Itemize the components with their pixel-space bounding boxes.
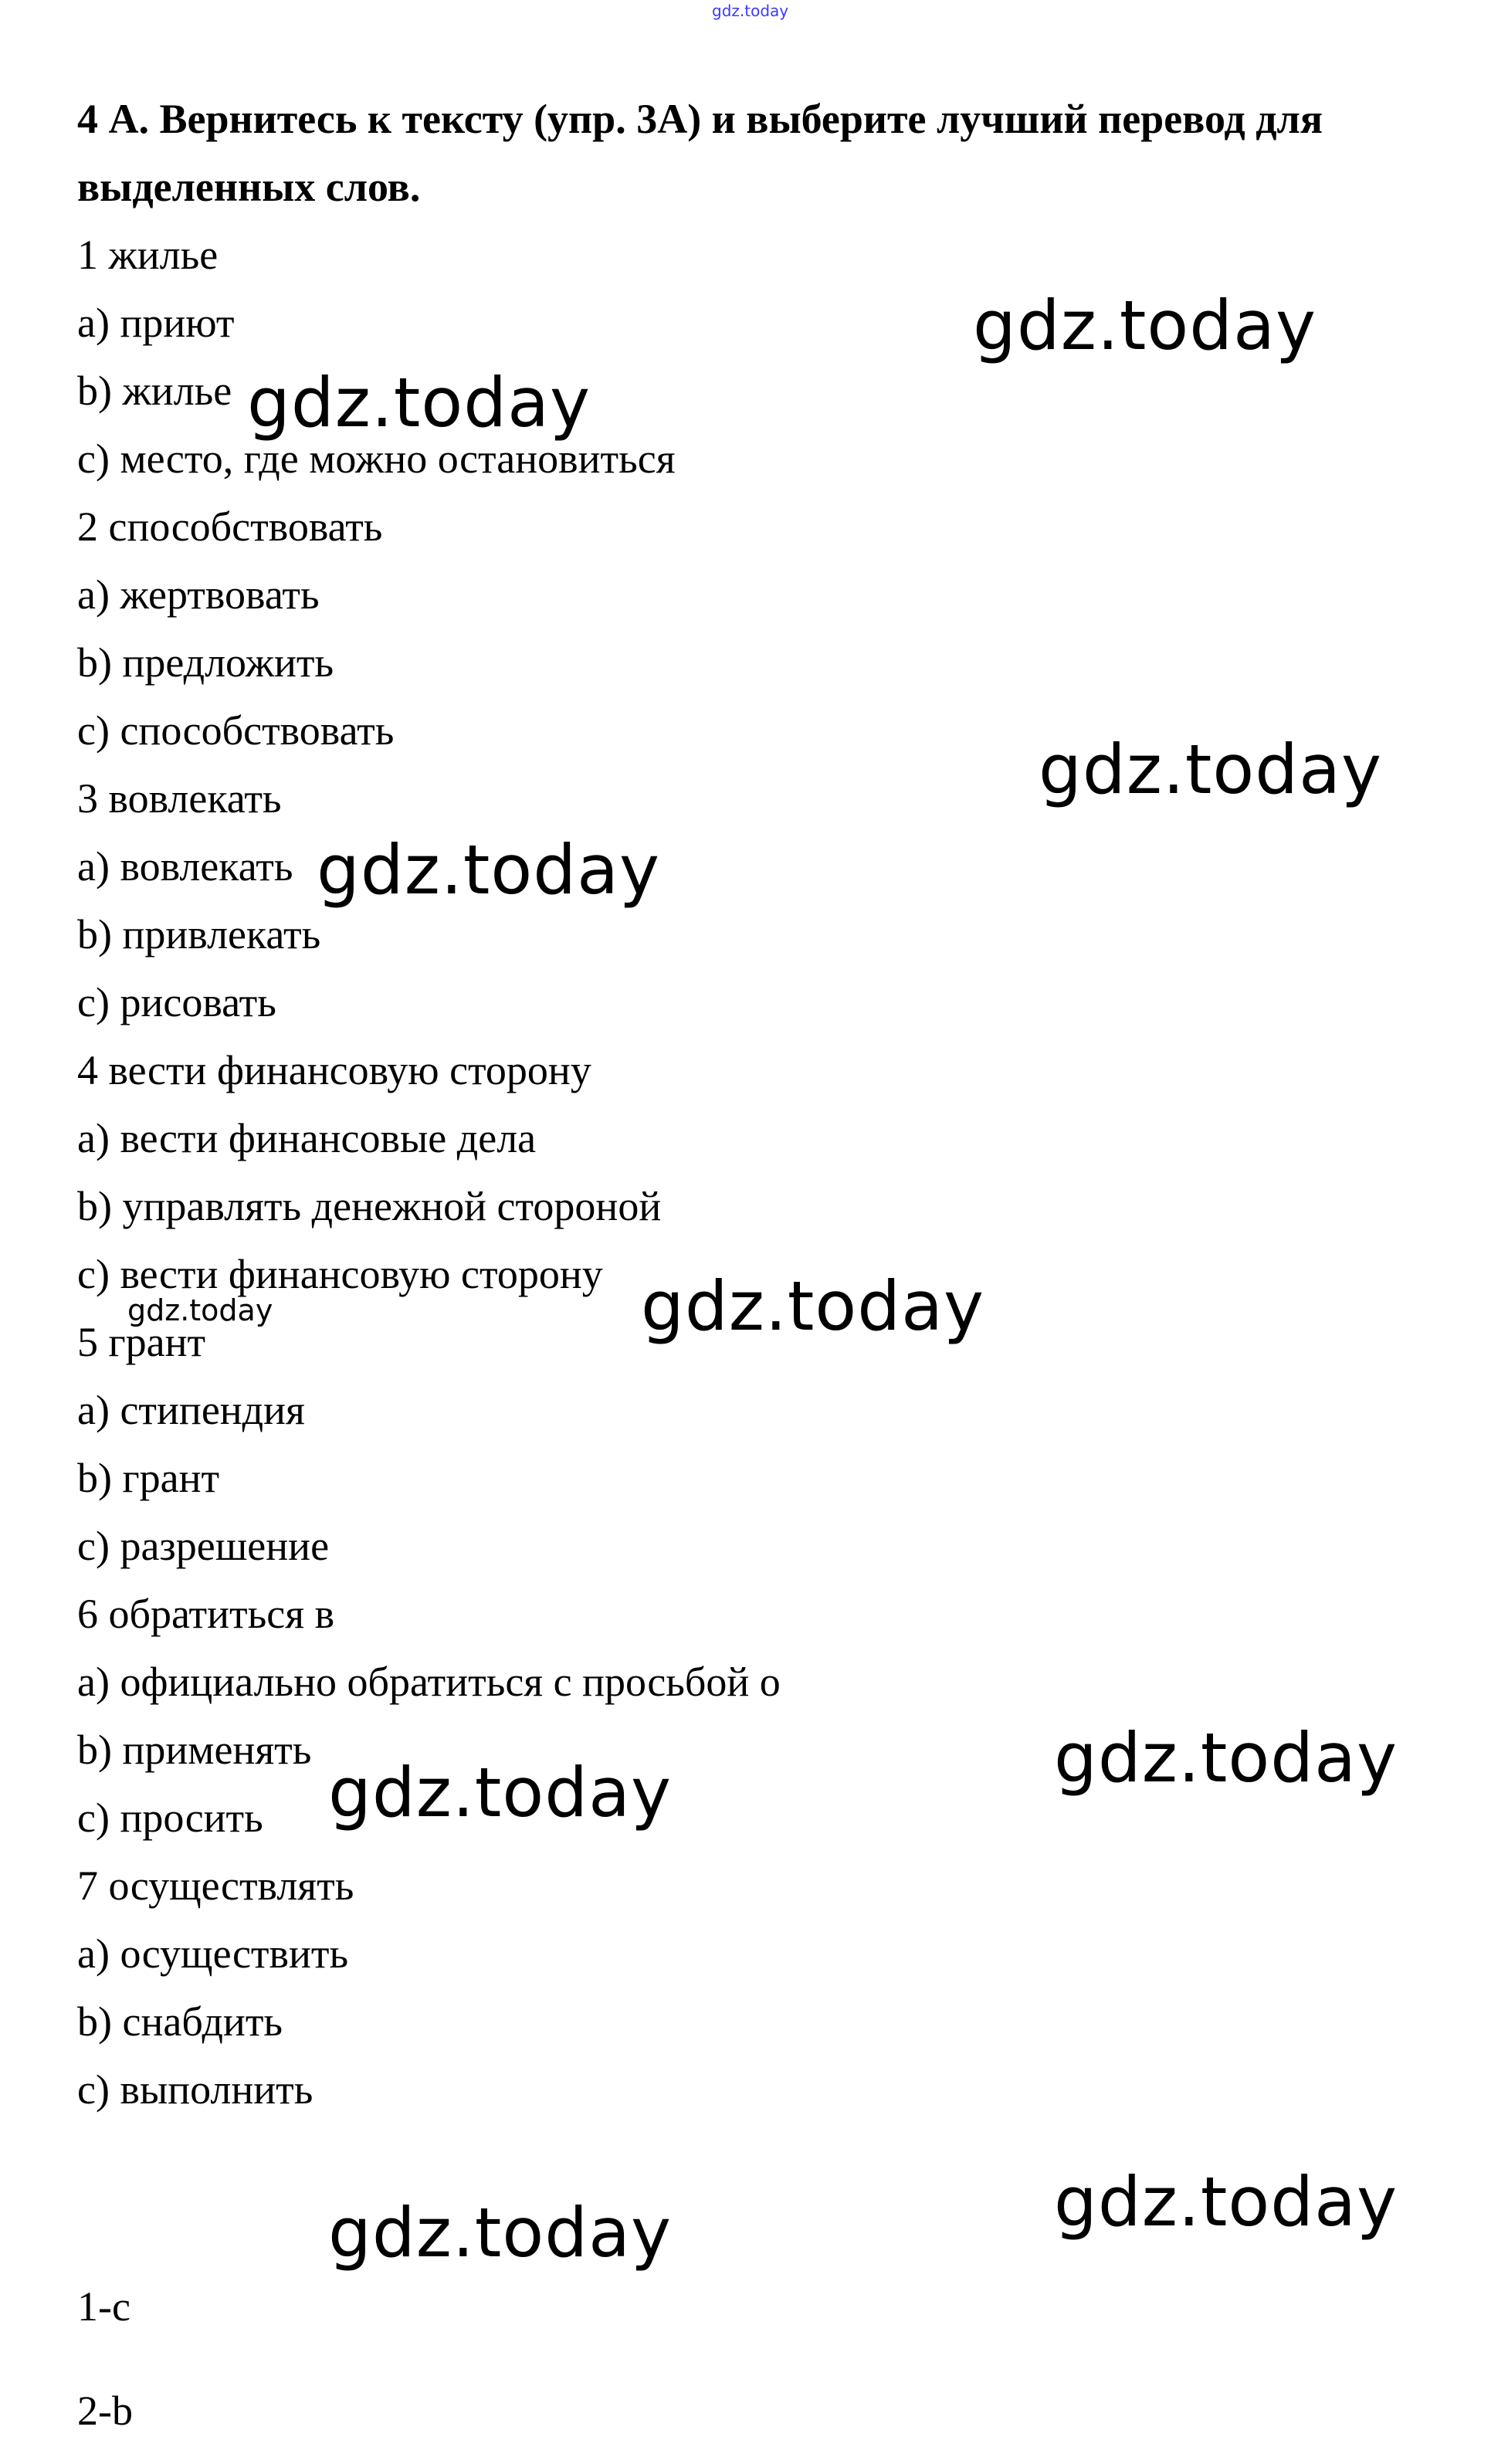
list-item: а) жертвовать	[77, 571, 320, 618]
list-item: а) осуществить	[77, 1930, 349, 1977]
list-item: b) жилье	[77, 368, 232, 414]
list-item: 1 жилье	[77, 232, 219, 278]
watermark: gdz.today	[641, 1266, 985, 1346]
list-item: 2 способствовать	[77, 503, 383, 550]
watermark: gdz.today	[247, 363, 591, 442]
watermark: gdz.today	[317, 830, 661, 910]
list-item: а) вести финансовые дела	[77, 1115, 537, 1161]
list-item: 6 обратиться в	[77, 1591, 335, 1637]
list-item: а) стипендия	[77, 1387, 305, 1433]
list-item: b) предложить	[77, 639, 334, 686]
answer-line: 1-c	[77, 2283, 130, 2330]
answer-key	[77, 2255, 133, 2463]
watermark: gdz.today	[973, 286, 1317, 365]
list-item: b) грант	[77, 1455, 220, 1501]
list-item: c) просить	[77, 1795, 263, 1841]
watermark: gdz.today	[328, 1753, 673, 1832]
list-item: c) выполнить	[77, 2066, 313, 2113]
watermark: gdz.today	[1054, 1718, 1398, 1798]
list-item: b) применять	[77, 1727, 312, 1773]
watermark: gdz.today	[1054, 2162, 1398, 2242]
list-item: а) вовлекать	[77, 843, 293, 890]
list-item: а) официально обратиться с просьбой о	[77, 1659, 781, 1705]
list-item: 5 грант	[77, 1319, 206, 1365]
list-item: 3 вовлекать	[77, 775, 282, 822]
list-item: b) управлять денежной стороной	[77, 1183, 662, 1229]
exercise-title: 4 А. Вернитесь к тексту (упр. 3А) и выберите лучший перевод для выделенных слов.	[77, 96, 1323, 210]
list-item: c) рисовать	[77, 979, 276, 1025]
list-item: c) разрешение	[77, 1523, 330, 1569]
list-item: b) привлекать	[77, 911, 321, 957]
list-item: c) место, где можно остановиться	[77, 436, 676, 482]
watermark: gdz.today	[1039, 730, 1383, 809]
list-item: 4 вести финансовую сторону	[77, 1047, 591, 1093]
vocabulary-list	[77, 221, 1452, 2123]
list-item: c) вести финансовую сторону	[77, 1251, 603, 1297]
watermark-top: gdz.today	[712, 2, 789, 20]
watermark-small: gdz.today	[127, 1293, 273, 1327]
watermark: gdz.today	[328, 2193, 673, 2273]
list-item: b) снабдить	[77, 1998, 283, 2045]
answer-line: 2-b	[77, 2388, 133, 2434]
list-item: 7 осуществлять	[77, 1862, 354, 1909]
list-item: c) способствовать	[77, 707, 395, 754]
list-item: а) приют	[77, 300, 235, 346]
